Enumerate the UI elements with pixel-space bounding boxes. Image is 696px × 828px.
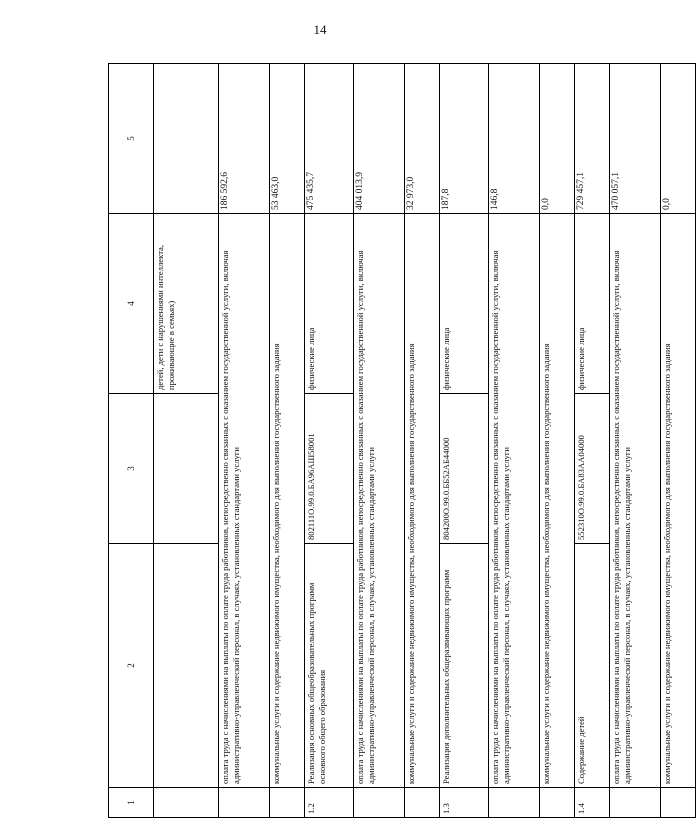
header-cell: 3: [109, 394, 154, 544]
recipient-category: физические лица: [305, 214, 354, 394]
table-row: [405, 64, 440, 818]
row-number: [489, 788, 540, 818]
row-number: [405, 788, 440, 818]
table-row: [354, 64, 405, 818]
service-code: 552310О.99.0.БА83АА04000: [575, 394, 610, 544]
table-header-row: [109, 64, 154, 818]
table-row: [440, 64, 489, 818]
amount: 470 057,1: [610, 64, 661, 214]
row-number: [270, 788, 305, 818]
cost-description: коммунальные услуги и содержание недвижимого имущества, необходимого для выполнения государственного задания: [405, 214, 440, 788]
service-code: [154, 394, 219, 544]
amount: 53 463,0: [270, 64, 305, 214]
amount: 0,0: [540, 64, 575, 214]
amount: 187,8: [440, 64, 489, 214]
service-code: 804200О.99.0.ББ52АБ44000: [440, 394, 489, 544]
service-code: 802111О.99.0.БА96АШ58001: [305, 394, 354, 544]
service-name: Содержание детей: [575, 544, 610, 788]
cost-description: оплата труда с начислениями на выплаты по оплате труда работников, непосредственно связанных с оказанием государственной услуги, включая административно-управленческий персонал, в случаях, установленных стандартами услуги: [610, 214, 661, 788]
cost-description: оплата труда с начислениями на выплаты по оплате труда работников, непосредственно связанных с оказанием государственной услуги, включая административно-управленческий персонал, в случаях, установленных стандартами услуги: [489, 214, 540, 788]
cost-description: коммунальные услуги и содержание недвижимого имущества, необходимого для выполнения государственного задания: [661, 214, 696, 788]
row-number: 1.3: [440, 788, 489, 818]
amount: 404 013,9: [354, 64, 405, 214]
row-number: [154, 788, 219, 818]
header-cell: 1: [109, 788, 154, 818]
table-row: [610, 64, 661, 818]
table-row: [575, 64, 610, 818]
amount: 0,0: [661, 64, 696, 214]
header-cell: 4: [109, 214, 154, 394]
row-number: [219, 788, 270, 818]
cost-description: оплата труда с начислениями на выплаты по оплате труда работников, непосредственно связанных с оказанием государственной услуги, включая административно-управленческий персонал, в случаях, установленных стандартами услуги: [219, 214, 270, 788]
row-number: [540, 788, 575, 818]
table-row: [489, 64, 540, 818]
header-cell: 2: [109, 544, 154, 788]
recipient-category: физические лица: [440, 214, 489, 394]
cost-description: коммунальные услуги и содержание недвижимого имущества, необходимого для выполнения государственного задания: [270, 214, 305, 788]
page-number: 14: [313, 22, 327, 37]
amount: 146,8: [489, 64, 540, 214]
row-number: 1.4: [575, 788, 610, 818]
table-row: [305, 64, 354, 818]
amount: [154, 64, 219, 214]
header-cell: 5: [109, 64, 154, 214]
service-name: [154, 544, 219, 788]
table-row: [540, 64, 575, 818]
table-row: [270, 64, 305, 818]
service-name: Реализация дополнительных общеразвивающих программ: [440, 544, 489, 788]
table-row: [661, 64, 696, 818]
row-number: [661, 788, 696, 818]
rotated-table-container: [108, 64, 672, 818]
row-number: 1.2: [305, 788, 354, 818]
service-name: Реализация основных общеобразовательных программ основного общего образования: [305, 544, 354, 788]
row-number: [610, 788, 661, 818]
table-row: [154, 64, 219, 818]
table-row: [219, 64, 270, 818]
cost-description: оплата труда с начислениями на выплаты по оплате труда работников, непосредственно связанных с оказанием государственной услуги, включая административно-управленческий персонал, в случаях, установленных стандартами услуги: [354, 214, 405, 788]
recipient-category: детей, дети с нарушениями интеллекта, проживающие в семьях): [154, 214, 219, 394]
services-table: [108, 63, 696, 818]
amount: 186 592,6: [219, 64, 270, 214]
amount: 729 457,1: [575, 64, 610, 214]
amount: 475 435,7: [305, 64, 354, 214]
cost-description: коммунальные услуги и содержание недвижимого имущества, необходимого для выполнения государственного задания: [540, 214, 575, 788]
recipient-category: физические лица: [575, 214, 610, 394]
row-number: [354, 788, 405, 818]
amount: 32 973,0: [405, 64, 440, 214]
